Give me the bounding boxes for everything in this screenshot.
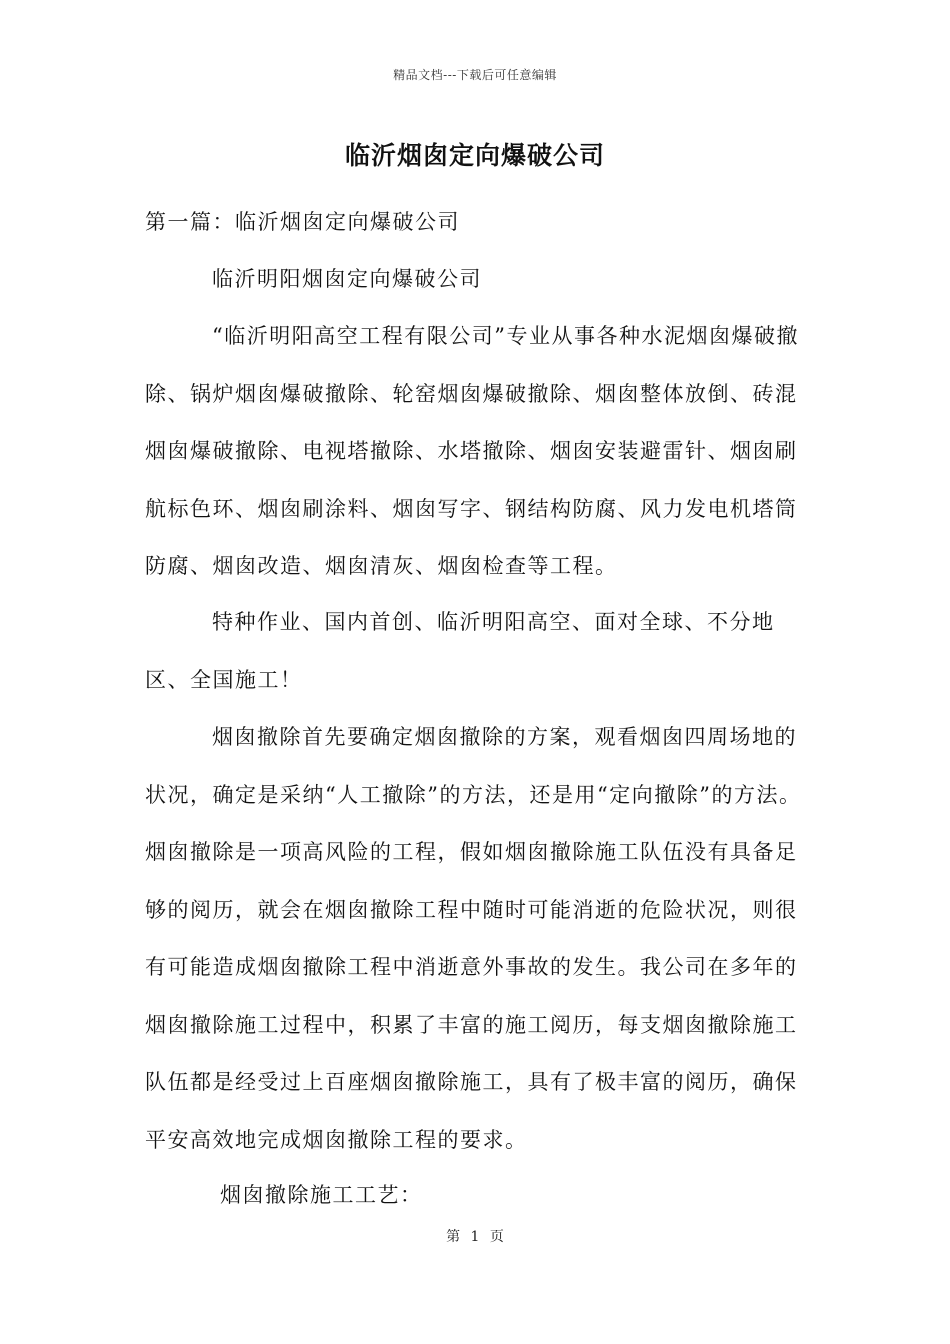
- page-number: 第 1 页: [446, 1229, 504, 1245]
- paragraph-services: “临沂明阳高空工程有限公司”专业从事各种水泥烟囱爆破撤除、锅炉烟囱爆破撤除、轮窑烟囱爆破撤除、烟囱整体放倒、砖混烟囱爆破撤除、电视塔撤除、水塔撤除、烟囱安装避雷针、烟囱刷航标色环、烟囱刷涂料、烟囱写字、钢结构防腐、风力发电机塔筒防腐、烟囱改造、烟囱清灰、烟囱检查等工程。: [145, 324, 799, 578]
- paragraph-demolition-plan: 烟囱撤除首先要确定烟囱撤除的方案，观看烟囱四周场地的状况，确定是采纳“人工撤除”的方法，还是用“定向撤除”的方法。烟囱撤除是一项高风险的工程，假如烟囱撤除施工队伍没有具备足够的阅历，就会在烟囱撤除工程中随时可能消逝的危险状况，则很有可能造成烟囱撤除工程中消逝意外事故的发生。我公司在多年的烟囱撤除施工过程中，积累了丰富的施工阅历，每支烟囱撤除施工队伍都是经受过上百座烟囱撤除施工，具有了极丰富的阅历，确保平安高效地完成烟囱撤除工程的要求。: [145, 725, 802, 1152]
- section-heading: 第一篇：临沂烟囱定向爆破公司: [145, 210, 460, 234]
- paragraph-slogan: 特种作业、国内首创、临沂明阳高空、面对全球、不分地区、全国施工！: [145, 610, 775, 692]
- craft-heading: 烟囱撤除施工工艺：: [220, 1183, 423, 1207]
- document-title: 临沂烟囱定向爆破公司: [344, 141, 605, 170]
- subtitle: 临沂明阳烟囱定向爆破公司: [212, 267, 482, 291]
- header-note: 精品文档---下载后可任意编辑: [393, 68, 557, 82]
